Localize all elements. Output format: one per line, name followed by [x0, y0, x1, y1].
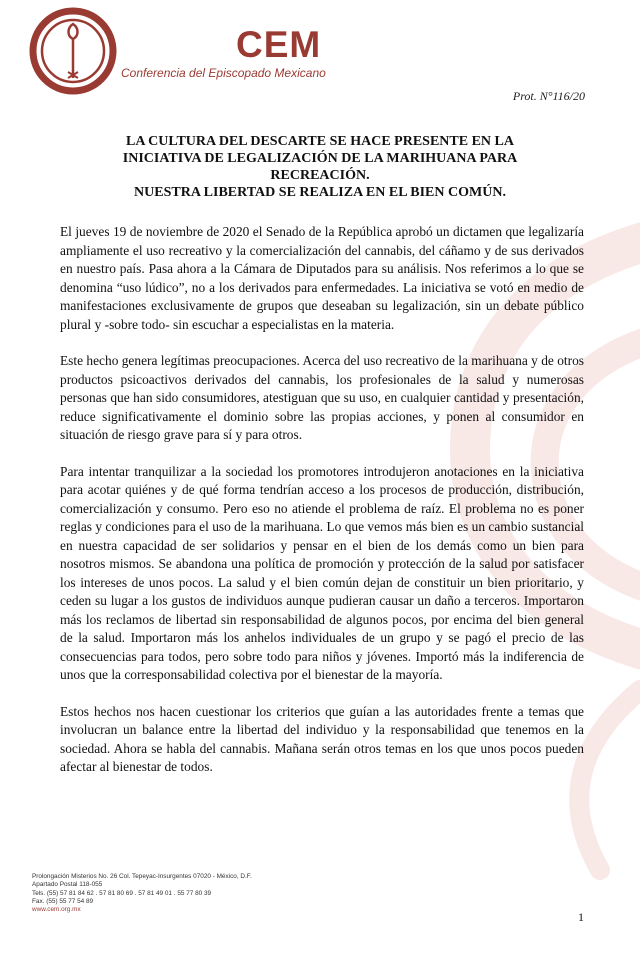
paragraph: Estos hechos nos hacen cuestionar los criterios que guían a las autoridades frente a temas que involucran un balance entre la libertad del individuo y la responsabilidad que tenemos en la sociedad. Ahora se habla del cannabis. Mañana serán otros temas en los que unos pocos pueden afectar al bienestar de todos.	[60, 703, 584, 774]
brand-subtitle: Conferencia del Episcopado Mexicano	[121, 66, 326, 80]
brand-name: CEM	[236, 24, 322, 65]
footer-fax: Fax. (55) 55 77 54 89	[32, 897, 94, 905]
paragraph: Para intentar tranquilizar a la sociedad los promotores introdujeron anotaciones en la iniciativa para acotar quiénes y de qué forma tendrían acceso a los procesos de producción, distribución, comercialización y consumo. Pero eso no atiende el problema de raíz. El problema no es poner reglas y condiciones para el uso de la marihuana. Lo que vemos más bien es un cambio sustancial en nuestra capacidad de ser solidarios y pensar en el bien de los demás como un bien para nosotros mismos. Se abandona una política de promoción y protección de la salud por satisfacer los intereses de unos pocos. La salud y el bien común dejan de constituir un bien prioritario, y ceden su lugar a los gustos de individuos aunque pudieran causar un daño a terceros. Importaron más los reclamos de libertad sin responsabilidad de algunos pocos, por encima del bien general de la salud. Importaron más los anhelos individuales de un grupo y se pagó el precio de las consecuencias para todos, pero sobre todo para niños y jóvenes. Importó más la indiferencia de unos que la corresponsabilidad colectiva por el bienestar de la mayoría.	[60, 463, 584, 682]
footer-address: Prolongación Misterios No. 26 Col. Tepeyac-Insurgentes 07020 - México, D.F.	[32, 873, 252, 880]
footer-contact	[32, 873, 252, 914]
page-number: 1	[578, 910, 584, 924]
title-line: INICIATIVA DE LEGALIZACIÓN DE LA MARIHUANA PARA	[122, 151, 518, 166]
document-body	[60, 223, 584, 795]
paragraph: El jueves 19 de noviembre de 2020 el Senado de la República aprobó un dictamen que legalizaría ampliamente el uso recreativo y la comercialización del cannabis, del cáñamo y de sus derivados en nuestro país. Pasa ahora a la Cámara de Diputados para su análisis. Nos referimos a lo que se denomina “uso lúdico”, no a los derivados para enfermedades. La iniciativa se votó en medio de manifestaciones exclusivamente de grupos que deseaban su legalización, sin un debate público plural y -sobre todo- sin escuchar a especialistas en la materia.	[60, 224, 584, 332]
cem-logo-icon	[28, 6, 118, 96]
protocol-number: Prot. N°116/20	[512, 89, 585, 103]
paragraph: Este hecho genera legítimas preocupaciones. Acerca del uso recreativo de la marihuana y de otros productos psicoactivos derivados del cannabis, los profesionales de la salud y numerosas personas que han sido consumidores, atestiguan que su uso, en cualquier cantidad y presentación, reduce significativamente el dominio sobre las propias acciones, y ponen al consumidor en situación de riesgo grave para sí y para otros.	[60, 353, 584, 442]
document-title	[60, 133, 580, 201]
title-line: LA CULTURA DEL DESCARTE SE HACE PRESENTE EN LA	[126, 134, 514, 149]
title-line: NUESTRA LIBERTAD SE REALIZA EN EL BIEN COMÚN.	[134, 185, 506, 200]
title-line: RECREACIÓN.	[270, 168, 370, 183]
footer-tels: Tels. (55) 57 81 84 62 . 57 81 80 69 . 57 81 49 01 . 55 77 80 39	[32, 889, 212, 897]
footer-website-link[interactable]: www.cem.org.mx	[32, 906, 81, 914]
footer-po-box: Apartado Postal 118-055	[32, 881, 103, 889]
